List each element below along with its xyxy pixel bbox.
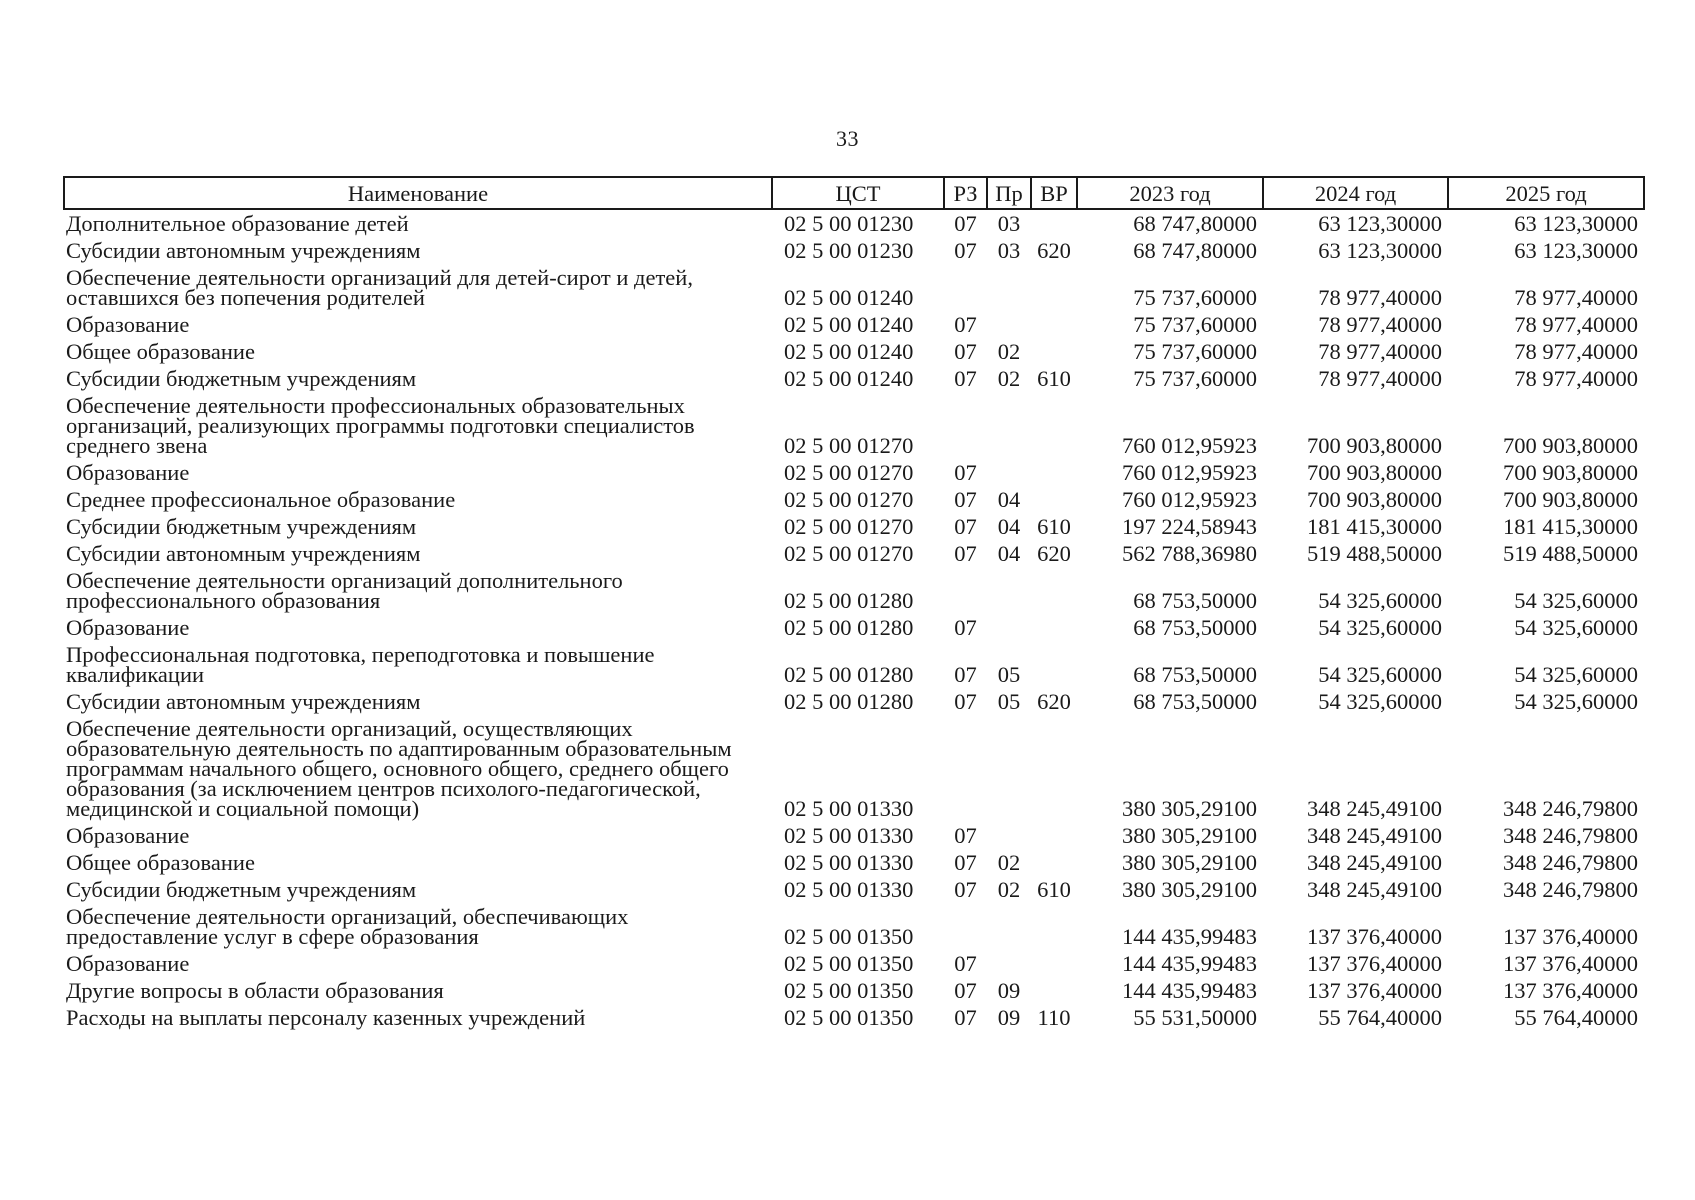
cell-2023: 68 747,80000 <box>1133 238 1257 263</box>
table-row <box>64 338 1644 365</box>
table-row <box>64 209 1644 237</box>
table-row <box>64 822 1644 849</box>
cell-vr <box>1031 822 1077 849</box>
cell-2025: 137 376,40000 <box>1503 951 1638 976</box>
cell-2025: 78 977,40000 <box>1514 366 1638 391</box>
cell-rz: 07 <box>954 541 977 566</box>
cell-name: Общее образование <box>66 850 255 875</box>
cell-2023: 380 305,29100 <box>1122 823 1257 848</box>
cell-name: Обеспечение деятельности организаций, обеспечивающих предоставление услуг в сфере образования <box>66 904 629 949</box>
cell-vr: 610 <box>1037 366 1071 391</box>
cell-2024: 348 245,49100 <box>1307 877 1442 902</box>
cell-2023: 55 531,50000 <box>1133 1005 1257 1030</box>
header-rz: РЗ <box>944 177 987 209</box>
cell-2025: 348 246,79800 <box>1503 823 1638 848</box>
cell-rz: 07 <box>954 1005 977 1030</box>
table-row <box>64 392 1644 459</box>
table-row <box>64 688 1644 715</box>
header-vr: ВР <box>1031 177 1077 209</box>
cell-rz: 07 <box>954 662 977 687</box>
cell-rz <box>944 715 987 822</box>
table-row <box>64 1004 1644 1031</box>
cell-pr: 05 <box>997 662 1021 687</box>
cell-vr <box>1031 903 1077 950</box>
table-row <box>64 540 1644 567</box>
table-row <box>64 876 1644 903</box>
cell-2024: 348 245,49100 <box>1307 796 1442 821</box>
cell-2024: 700 903,80000 <box>1307 460 1442 485</box>
cell-rz: 07 <box>954 312 977 337</box>
cell-rz: 07 <box>954 615 977 640</box>
cell-vr <box>1031 849 1077 876</box>
cell-2025: 137 376,40000 <box>1503 978 1638 1003</box>
cell-pr <box>987 392 1031 459</box>
cell-2025: 54 325,60000 <box>1514 588 1638 613</box>
cell-vr: 610 <box>1037 514 1071 539</box>
cell-2025: 700 903,80000 <box>1503 460 1638 485</box>
table-row <box>64 365 1644 392</box>
cell-name: Субсидии автономным учреждениям <box>66 689 421 714</box>
cell-2023: 75 737,60000 <box>1133 366 1257 391</box>
cell-2023: 68 753,50000 <box>1133 615 1257 640</box>
table-row <box>64 567 1644 614</box>
cell-2023: 760 012,95923 <box>1122 460 1257 485</box>
cell-name: Образование <box>66 951 190 976</box>
cell-pr <box>987 715 1031 822</box>
cell-vr <box>1031 264 1077 311</box>
cell-cst: 02 5 00 01240 <box>784 366 914 391</box>
cell-2025: 137 376,40000 <box>1503 924 1638 949</box>
cell-2023: 75 737,60000 <box>1133 285 1257 310</box>
cell-pr <box>987 567 1031 614</box>
cell-2024: 137 376,40000 <box>1307 951 1442 976</box>
cell-cst: 02 5 00 01350 <box>784 924 914 949</box>
cell-vr <box>1031 338 1077 365</box>
cell-rz: 07 <box>954 514 977 539</box>
cell-rz: 07 <box>954 460 977 485</box>
cell-2024: 78 977,40000 <box>1318 285 1442 310</box>
cell-2023: 760 012,95923 <box>1122 433 1257 458</box>
cell-cst: 02 5 00 01330 <box>784 796 914 821</box>
cell-2023: 75 737,60000 <box>1133 339 1257 364</box>
cell-vr: 610 <box>1037 877 1071 902</box>
cell-cst: 02 5 00 01240 <box>784 285 914 310</box>
cell-pr <box>987 264 1031 311</box>
header-2023: 2023 год <box>1077 177 1263 209</box>
table-row <box>64 614 1644 641</box>
cell-pr: 02 <box>997 850 1021 875</box>
page-number: 33 <box>836 126 859 151</box>
cell-vr <box>1031 459 1077 486</box>
cell-cst: 02 5 00 01270 <box>784 514 914 539</box>
cell-vr: 620 <box>1037 238 1071 263</box>
table-row <box>64 237 1644 264</box>
table-row <box>64 715 1644 822</box>
cell-name: Субсидии бюджетным учреждениям <box>66 514 417 539</box>
cell-cst: 02 5 00 01350 <box>784 978 914 1003</box>
cell-2024: 55 764,40000 <box>1318 1005 1442 1030</box>
cell-2023: 75 737,60000 <box>1133 312 1257 337</box>
cell-cst: 02 5 00 01240 <box>784 312 914 337</box>
cell-2025: 348 246,79800 <box>1503 850 1638 875</box>
table-body <box>64 209 1644 1031</box>
cell-2025: 519 488,50000 <box>1503 541 1638 566</box>
cell-pr <box>987 614 1031 641</box>
cell-cst: 02 5 00 01270 <box>784 541 914 566</box>
cell-vr <box>1031 715 1077 822</box>
cell-rz: 07 <box>954 877 977 902</box>
cell-rz: 07 <box>954 850 977 875</box>
cell-2025: 181 415,30000 <box>1503 514 1638 539</box>
cell-2023: 144 435,99483 <box>1122 924 1257 949</box>
cell-pr: 02 <box>997 877 1021 902</box>
cell-2023: 562 788,36980 <box>1122 541 1257 566</box>
cell-name: Субсидии автономным учреждениям <box>66 238 421 263</box>
cell-2024: 78 977,40000 <box>1318 366 1442 391</box>
cell-name: Образование <box>66 460 190 485</box>
cell-cst: 02 5 00 01280 <box>784 615 914 640</box>
table-row <box>64 311 1644 338</box>
cell-cst: 02 5 00 01230 <box>784 211 914 236</box>
cell-2025: 63 123,30000 <box>1514 211 1638 236</box>
cell-2023: 380 305,29100 <box>1122 796 1257 821</box>
cell-vr <box>1031 641 1077 688</box>
cell-name: Обеспечение деятельности организаций для детей-сирот и детей, оставшихся без попечения родителей <box>66 265 693 310</box>
cell-2024: 63 123,30000 <box>1318 238 1442 263</box>
cell-pr: 09 <box>997 1005 1021 1030</box>
cell-cst: 02 5 00 01230 <box>784 238 914 263</box>
cell-rz: 07 <box>954 487 977 512</box>
header-name: Наименование <box>64 177 772 209</box>
cell-name: Образование <box>66 312 190 337</box>
cell-2023: 68 753,50000 <box>1133 689 1257 714</box>
cell-rz: 07 <box>954 823 977 848</box>
header-row <box>64 177 1644 209</box>
cell-2025: 78 977,40000 <box>1514 285 1638 310</box>
cell-cst: 02 5 00 01270 <box>784 460 914 485</box>
cell-pr: 03 <box>997 211 1021 236</box>
cell-name: Субсидии автономным учреждениям <box>66 541 421 566</box>
cell-rz: 07 <box>954 366 977 391</box>
cell-cst: 02 5 00 01240 <box>784 339 914 364</box>
cell-2024: 137 376,40000 <box>1307 978 1442 1003</box>
cell-name: Субсидии бюджетным учреждениям <box>66 366 417 391</box>
cell-rz: 07 <box>954 339 977 364</box>
cell-cst: 02 5 00 01280 <box>784 689 914 714</box>
budget-table <box>63 176 1645 1031</box>
cell-rz <box>944 392 987 459</box>
table-row <box>64 486 1644 513</box>
cell-name: Среднее профессиональное образование <box>66 487 456 512</box>
cell-2023: 760 012,95923 <box>1122 487 1257 512</box>
table-header <box>64 177 1644 209</box>
cell-2024: 137 376,40000 <box>1307 924 1442 949</box>
table-row <box>64 903 1644 950</box>
cell-vr <box>1031 977 1077 1004</box>
cell-name: Расходы на выплаты персоналу казенных учреждений <box>66 1005 586 1030</box>
cell-2023: 380 305,29100 <box>1122 877 1257 902</box>
header-2025: 2025 год <box>1448 177 1644 209</box>
cell-2024: 54 325,60000 <box>1318 588 1442 613</box>
cell-2024: 78 977,40000 <box>1318 312 1442 337</box>
cell-rz <box>944 264 987 311</box>
cell-name: Профессиональная подготовка, переподготовка и повышение квалификации <box>66 642 655 687</box>
cell-rz: 07 <box>954 951 977 976</box>
cell-2025: 54 325,60000 <box>1514 662 1638 687</box>
cell-2025: 78 977,40000 <box>1514 312 1638 337</box>
cell-cst: 02 5 00 01350 <box>784 951 914 976</box>
cell-pr: 03 <box>997 238 1021 263</box>
cell-2025: 54 325,60000 <box>1514 615 1638 640</box>
cell-2025: 700 903,80000 <box>1503 433 1638 458</box>
cell-pr: 02 <box>997 366 1021 391</box>
cell-name: Общее образование <box>66 339 255 364</box>
cell-rz: 07 <box>954 238 977 263</box>
cell-2025: 348 246,79800 <box>1503 796 1638 821</box>
cell-cst: 02 5 00 01330 <box>784 823 914 848</box>
cell-rz: 07 <box>954 211 977 236</box>
cell-rz <box>944 903 987 950</box>
cell-2024: 78 977,40000 <box>1318 339 1442 364</box>
cell-pr: 09 <box>997 978 1021 1003</box>
cell-cst: 02 5 00 01280 <box>784 662 914 687</box>
cell-2023: 68 753,50000 <box>1133 662 1257 687</box>
cell-cst: 02 5 00 01270 <box>784 433 914 458</box>
cell-2024: 348 245,49100 <box>1307 823 1442 848</box>
cell-2024: 348 245,49100 <box>1307 850 1442 875</box>
cell-pr <box>987 903 1031 950</box>
cell-name: Обеспечение деятельности организаций дополнительного профессионального образования <box>66 568 623 613</box>
header-pr: Пр <box>987 177 1031 209</box>
table-row <box>64 977 1644 1004</box>
cell-2023: 68 747,80000 <box>1133 211 1257 236</box>
cell-2024: 700 903,80000 <box>1307 433 1442 458</box>
cell-name: Дополнительное образование детей <box>66 211 409 236</box>
cell-vr <box>1031 311 1077 338</box>
cell-pr <box>987 950 1031 977</box>
cell-pr: 02 <box>997 339 1021 364</box>
cell-2023: 144 435,99483 <box>1122 978 1257 1003</box>
cell-cst: 02 5 00 01330 <box>784 877 914 902</box>
cell-cst: 02 5 00 01270 <box>784 487 914 512</box>
cell-name: Обеспечение деятельности организаций, осуществляющих образовательную деятельность по адаптированным образовательным программам начального общего, основного общего, среднего общего образования (за исключением центров психолого-педагогической, медицинской и социальной помощи) <box>66 716 732 821</box>
cell-pr: 05 <box>997 689 1021 714</box>
cell-vr <box>1031 486 1077 513</box>
cell-pr <box>987 459 1031 486</box>
cell-vr: 620 <box>1037 541 1071 566</box>
cell-2023: 380 305,29100 <box>1122 850 1257 875</box>
table-row <box>64 849 1644 876</box>
cell-pr <box>987 822 1031 849</box>
table-row <box>64 459 1644 486</box>
cell-2024: 54 325,60000 <box>1318 689 1442 714</box>
cell-2024: 63 123,30000 <box>1318 211 1442 236</box>
cell-pr: 04 <box>997 487 1021 512</box>
table-row <box>64 641 1644 688</box>
cell-2025: 78 977,40000 <box>1514 339 1638 364</box>
cell-rz: 07 <box>954 689 977 714</box>
cell-2023: 68 753,50000 <box>1133 588 1257 613</box>
cell-pr <box>987 311 1031 338</box>
table-row <box>64 950 1644 977</box>
cell-2025: 55 764,40000 <box>1514 1005 1638 1030</box>
header-cst: ЦСТ <box>772 177 944 209</box>
header-2024: 2024 год <box>1263 177 1448 209</box>
cell-vr <box>1031 392 1077 459</box>
cell-2023: 197 224,58943 <box>1122 514 1257 539</box>
cell-cst: 02 5 00 01330 <box>784 850 914 875</box>
table-row <box>64 513 1644 540</box>
cell-2025: 54 325,60000 <box>1514 689 1638 714</box>
cell-name: Субсидии бюджетным учреждениям <box>66 877 417 902</box>
cell-pr: 04 <box>997 541 1021 566</box>
cell-2023: 144 435,99483 <box>1122 951 1257 976</box>
cell-2024: 54 325,60000 <box>1318 662 1442 687</box>
cell-vr <box>1031 567 1077 614</box>
cell-2024: 54 325,60000 <box>1318 615 1442 640</box>
cell-2025: 63 123,30000 <box>1514 238 1638 263</box>
cell-2024: 519 488,50000 <box>1307 541 1442 566</box>
cell-rz <box>944 567 987 614</box>
cell-rz: 07 <box>954 978 977 1003</box>
cell-vr <box>1031 614 1077 641</box>
cell-pr: 04 <box>997 514 1021 539</box>
cell-name: Обеспечение деятельности профессиональных образовательных организаций, реализующих программы подготовки специалистов среднего звена <box>66 393 695 458</box>
cell-name: Другие вопросы в области образования <box>66 978 444 1003</box>
cell-2024: 700 903,80000 <box>1307 487 1442 512</box>
cell-2025: 700 903,80000 <box>1503 487 1638 512</box>
table-row <box>64 264 1644 311</box>
cell-name: Образование <box>66 615 190 640</box>
cell-vr <box>1031 209 1077 237</box>
cell-vr <box>1031 950 1077 977</box>
cell-2024: 181 415,30000 <box>1307 514 1442 539</box>
cell-2025: 348 246,79800 <box>1503 877 1638 902</box>
cell-cst: 02 5 00 01350 <box>784 1005 914 1030</box>
cell-name: Образование <box>66 823 190 848</box>
cell-vr: 110 <box>1037 1005 1071 1030</box>
cell-cst: 02 5 00 01280 <box>784 588 914 613</box>
cell-vr: 620 <box>1037 689 1071 714</box>
